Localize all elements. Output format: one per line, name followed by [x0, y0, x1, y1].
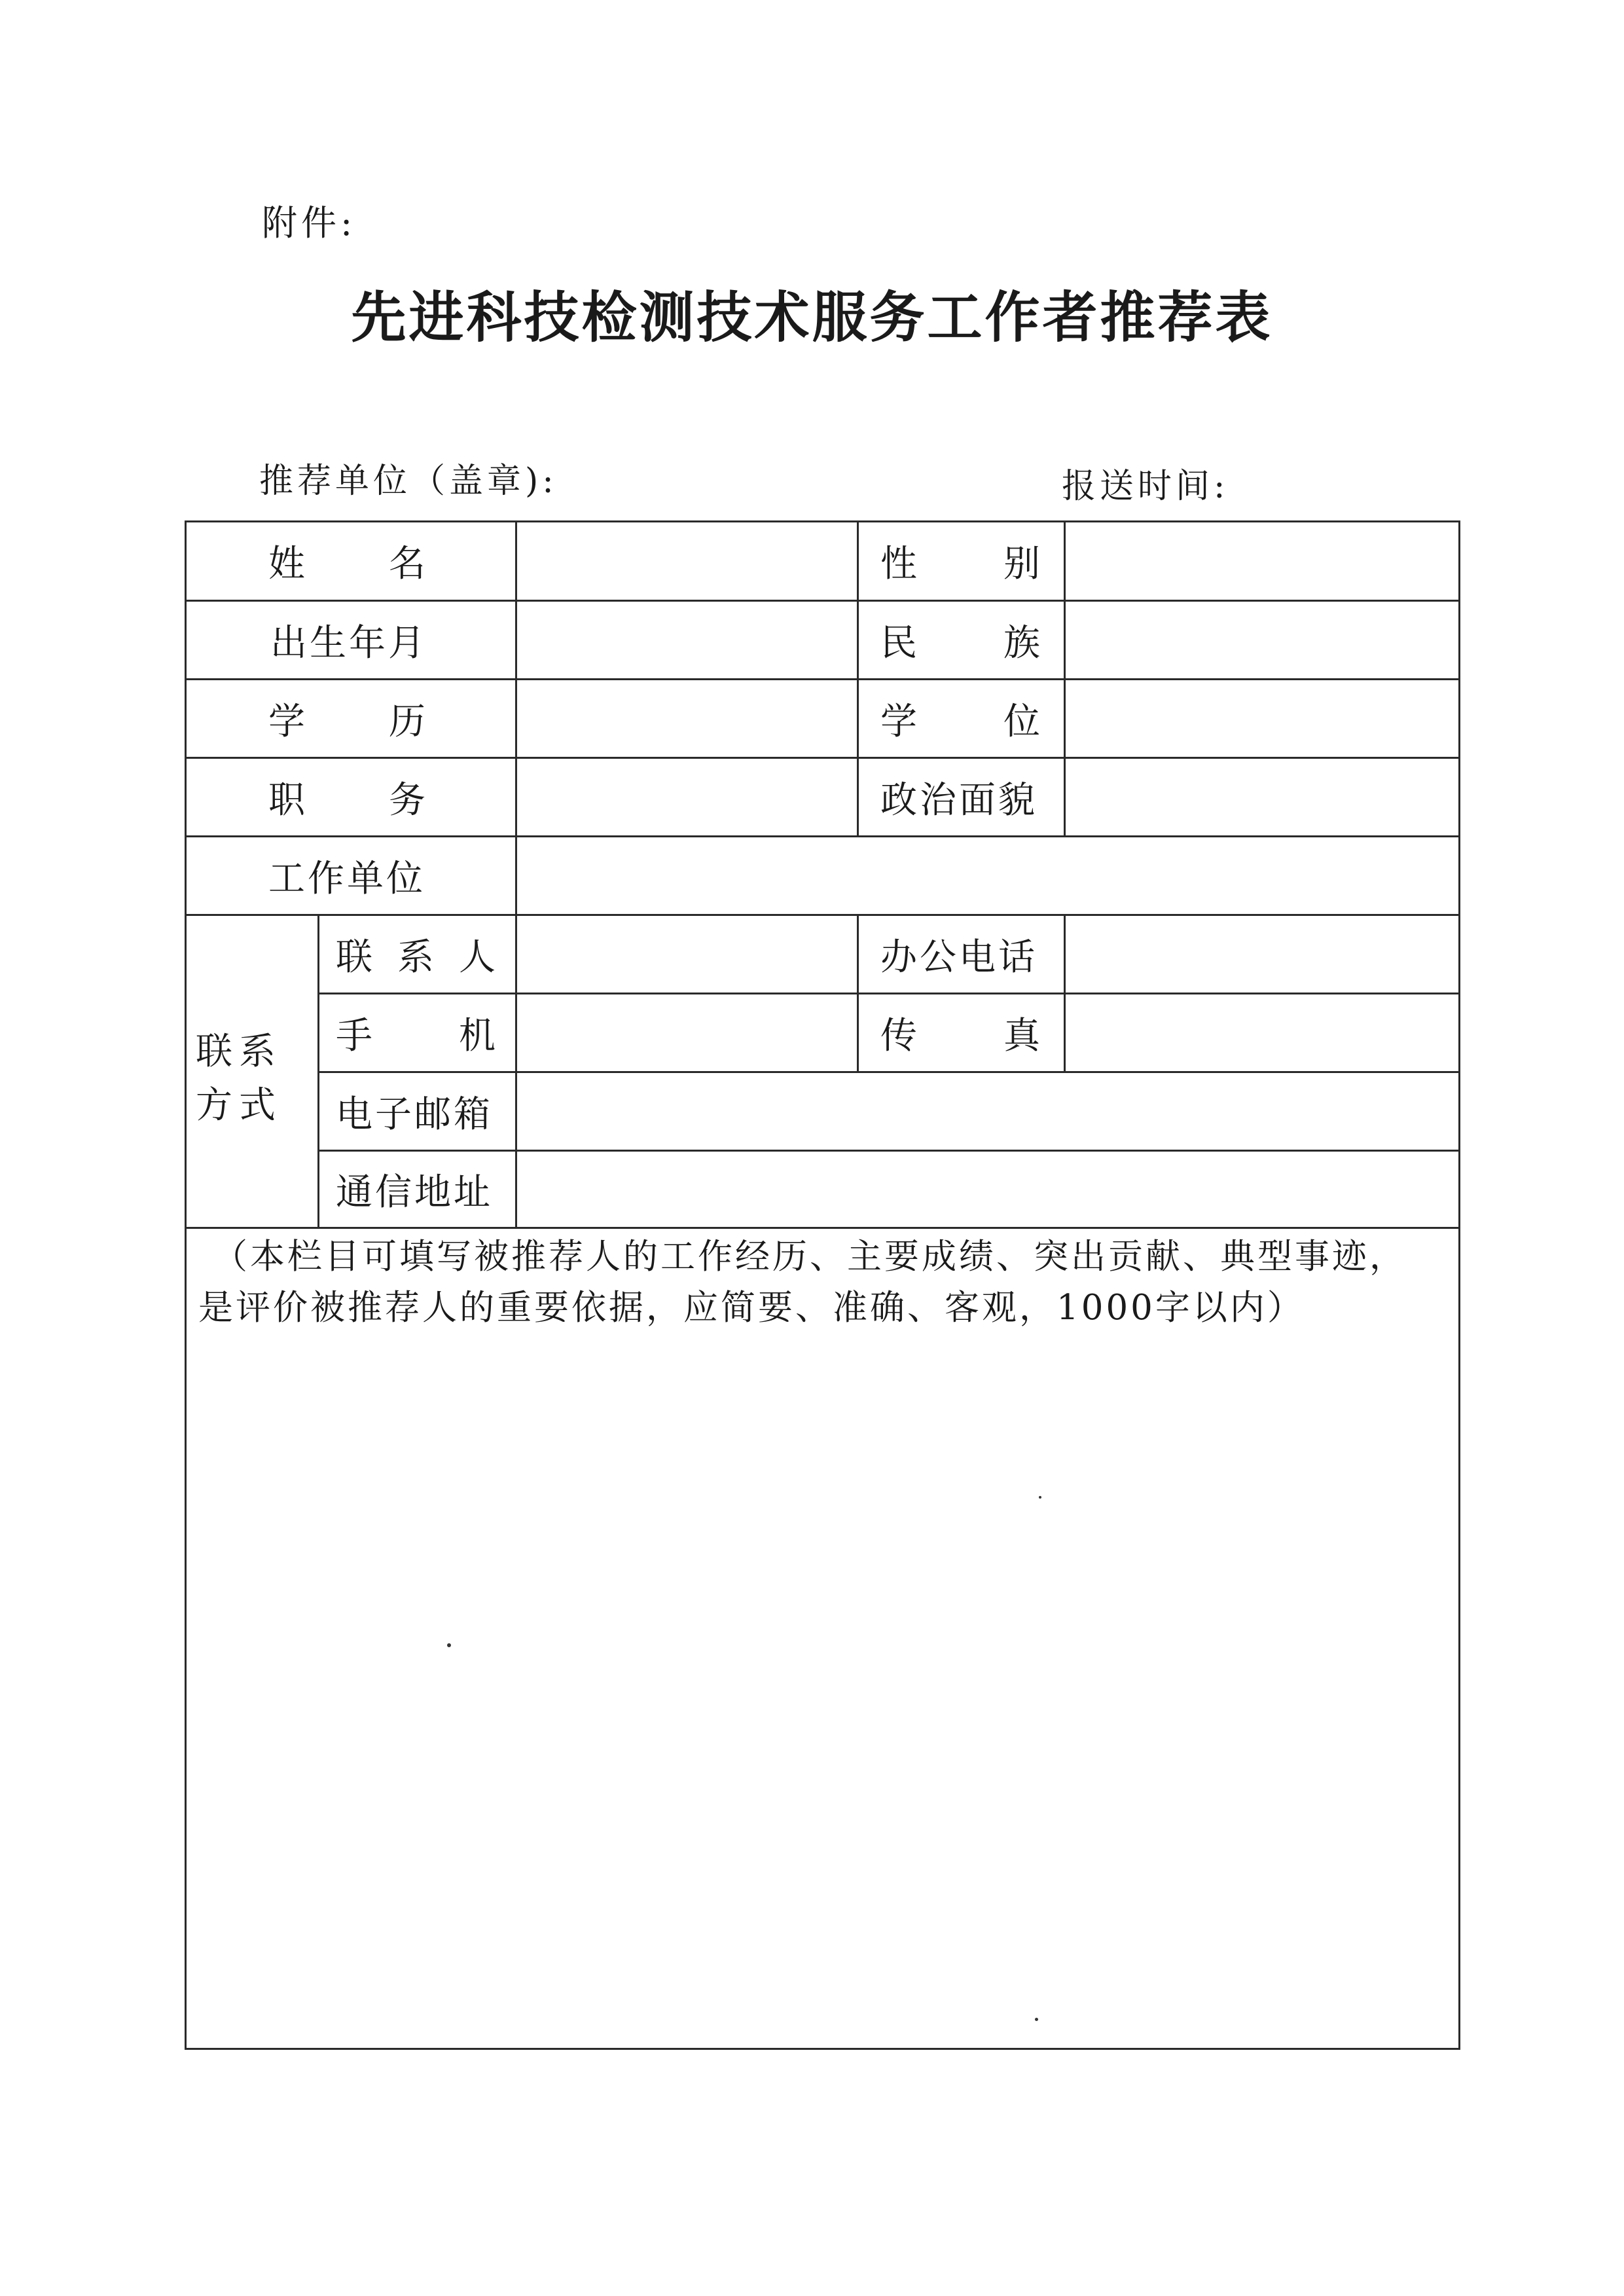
address-field[interactable]	[517, 1152, 1458, 1227]
achievements-field[interactable]	[187, 1334, 1458, 2048]
row-divider	[187, 1227, 1458, 1229]
office-phone-label: 办公电话	[880, 936, 1038, 979]
form-title: 先进科技检测技术服务工作者推荐表	[351, 285, 1273, 350]
address-label: 通信地址	[336, 1171, 493, 1214]
col-divider	[317, 914, 319, 1227]
mobile-field[interactable]	[517, 994, 857, 1071]
contact-group-label: 联系 方式	[196, 1030, 282, 1127]
work-unit-field[interactable]	[517, 837, 1458, 914]
scan-speck	[1039, 1496, 1041, 1499]
name-field[interactable]	[517, 522, 857, 600]
birth-field[interactable]	[517, 602, 857, 678]
col-divider	[857, 522, 859, 835]
achievements-instructions: （本栏目可填写被推荐人的工作经历、主要成绩、突出贡献、典型事迹， 是评价被推荐人的重要依据，应简要、准确、客观，1000字以内）	[198, 1237, 1407, 1328]
education-label: 学 历	[268, 700, 425, 743]
education-field[interactable]	[517, 680, 857, 757]
col-divider	[857, 914, 859, 1071]
degree-label: 学 位	[880, 700, 1040, 743]
gender-label: 性 别	[880, 543, 1040, 585]
gender-field[interactable]	[1066, 522, 1458, 600]
political-status-field[interactable]	[1066, 759, 1458, 835]
office-phone-field[interactable]	[1066, 916, 1458, 993]
ethnicity-field[interactable]	[1066, 602, 1458, 678]
submit-time-label: 报送时间:	[1062, 467, 1229, 506]
contact-person-label: 联 系 人	[336, 936, 496, 979]
fax-field[interactable]	[1066, 994, 1458, 1071]
recommendation-form-table	[185, 520, 1460, 2050]
degree-field[interactable]	[1066, 680, 1458, 757]
contact-person-field[interactable]	[517, 916, 857, 993]
ethnicity-label: 民 族	[880, 621, 1040, 665]
position-label: 职 务	[268, 778, 425, 822]
political-status-label: 政治面貌	[880, 778, 1038, 822]
email-field[interactable]	[517, 1073, 1458, 1150]
recommend-unit-label: 推荐单位（盖章):	[259, 462, 558, 501]
position-field[interactable]	[517, 759, 857, 835]
birth-label: 出生年月	[270, 621, 427, 665]
email-label: 电子邮箱	[336, 1093, 493, 1136]
attachment-label: 附件:	[262, 202, 357, 244]
name-label: 姓 名	[268, 543, 425, 585]
work-unit-label: 工作单位	[268, 857, 425, 900]
scan-speck	[447, 1643, 451, 1647]
fax-label: 传 真	[880, 1014, 1040, 1057]
mobile-label: 手 机	[336, 1014, 496, 1057]
scan-speck	[1035, 2018, 1038, 2021]
